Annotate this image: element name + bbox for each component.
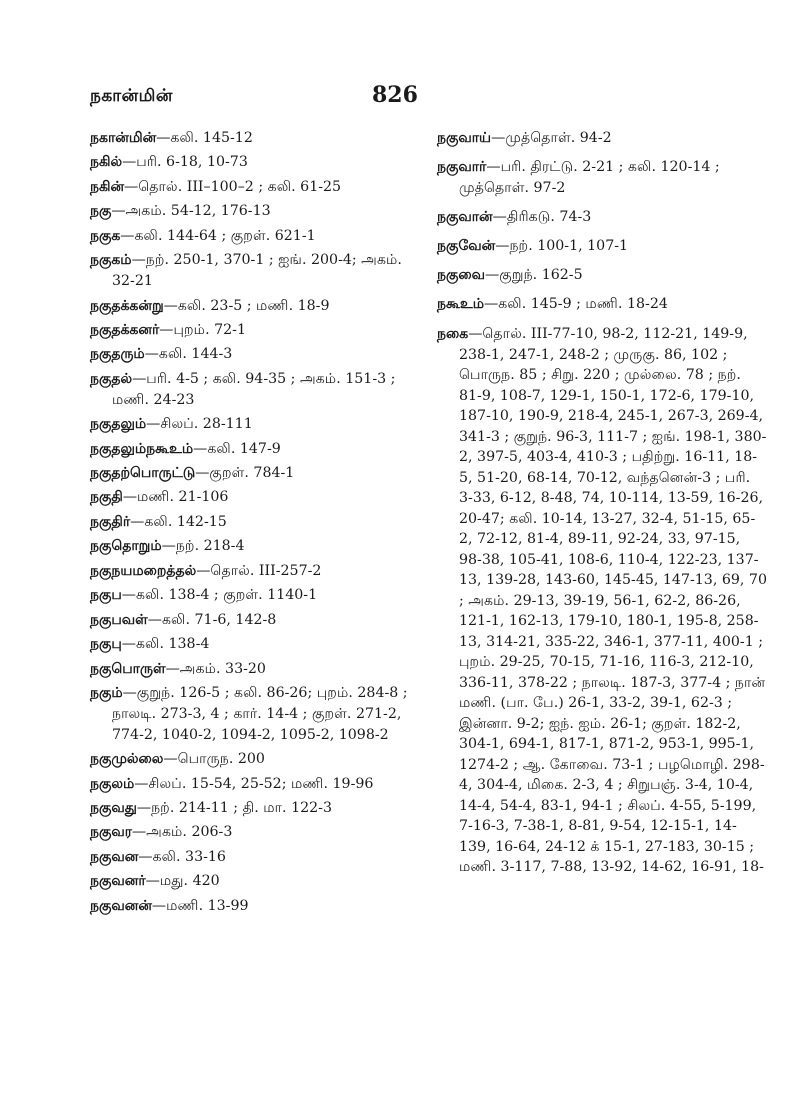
entry-references: —கலி. 23-5 ; மணி. 18-9 <box>163 297 330 314</box>
index-entry <box>90 344 420 365</box>
running-head: நகான்மின் <box>90 86 173 106</box>
entry-headword: நகுவது <box>90 800 137 816</box>
entry-references: —கலி. 71-6, 142-8 <box>147 611 277 628</box>
entry-references: —கலி. 138-4 <box>121 636 210 653</box>
index-entry <box>90 798 420 819</box>
entry-references: —முத்தொள். 94-2 <box>491 130 612 146</box>
entry-headword: நகுவை <box>437 266 485 283</box>
entry-headword: நகுதரும் <box>90 346 145 363</box>
index-entry <box>90 439 420 460</box>
index-entry <box>90 177 420 198</box>
entry-headword: நகுதலும்நகூஉம் <box>90 440 194 457</box>
entry-headword: நகுவனர் <box>90 873 146 890</box>
entry-references: —குறுந். 162-5 <box>485 266 583 283</box>
entry-references: —பரி. திரட்டு. 2-21 ; கலி. 120-14 ; முத்தொள். 97-2 <box>459 158 720 196</box>
entry-references: —அகம். 33-20 <box>165 660 266 677</box>
index-entry <box>90 610 420 631</box>
index-entry <box>90 896 420 917</box>
entry-headword: நகுவாய் <box>437 130 492 146</box>
entry-headword: நகுபு <box>90 636 122 653</box>
entry-headword: நகுலம் <box>90 775 135 792</box>
entry-references: —மது. 420 <box>145 873 220 890</box>
entry-headword: நகுதக்கன்று <box>90 297 164 314</box>
entry-references: —அகம். 206-3 <box>131 824 233 841</box>
entry-headword: நகுகம் <box>90 252 132 269</box>
entry-references: —நற். 214-11 ; தி. மா. 122-3 <box>136 800 332 816</box>
entry-references: —நற். 100-1, 107-1 <box>495 237 629 254</box>
entry-headword: நகுப <box>90 587 122 604</box>
entry-references: —கலி. 145-9 ; மணி. 18-24 <box>484 295 668 312</box>
entry-headword: நகுவேன் <box>437 237 496 254</box>
entry-headword: நகுவார் <box>437 158 487 175</box>
index-entry <box>90 659 420 680</box>
index-entry <box>90 512 420 533</box>
index-entry <box>90 847 420 868</box>
index-entry <box>90 822 420 843</box>
entry-headword: நகுவன <box>90 848 139 865</box>
entry-references: —நற். 218-4 <box>161 538 245 555</box>
entry-headword: நகுக <box>90 227 121 244</box>
index-entry <box>90 414 420 435</box>
entry-references: —புறம். 72-1 <box>159 321 246 338</box>
entry-headword: நகும் <box>90 685 123 702</box>
index-entry <box>90 369 420 410</box>
entry-references: —மணி. 13-99 <box>151 897 249 914</box>
index-entry <box>90 683 420 745</box>
index-entry <box>90 561 420 582</box>
entry-references: —தொல். III–100–2 ; கலி. 61-25 <box>124 178 342 195</box>
index-entry <box>437 236 767 257</box>
entry-headword: நகூஉம் <box>437 295 484 312</box>
entry-headword: நகுவர <box>90 824 132 841</box>
entry-references: —தொல். III-77-10, 98-2, 112-21, 149-9, 238-1, 247-1, 248-2 ; முருகு. 86, 102 ; பொருந. 85 ; சிறு. 220 ; முல்லை. 78 ; நற். 81-9, 108-7, 129-1, 150-1, 172-6, 179-10, 187-10, 190-9, 218-4, 245-1, 267-3, 269-4, 341-3 ; குறுந். 96-3, 111-7 ; ஐங். 198-1, 380-2, 397-5, 403-4, 410-3 ; பதிற்று. 16-11, 18-5, 51-20, 68-14, 70-12, வந்தனென்-3 ; பரி. 3-33, 6-12, 8-48, 74, 10-114, 13-59, 16-26, 20-47; கலி. 10-14, 13-27, 32-4, 51-15, 65-2, 72-12, 81-4, 89-11, 92-24, 33, 97-15, 98-38, 105-41, 108-6, 110-4, 122-23, 137-13, 139-28, 143-60, 145-45, 147-13, 69, 70 ; அகம். 29-13, 39-19, 56-1, 62-2, 86-26, 121-1, 162-13, 179-10, 180-1, 195-8, 258-13, 314-21, 335-22, 346-1, 377-11, 400-1 ; புறம். 29-25, 70-15, 71-16, 116-3, 212-10, 336-11, 378-22 ; நாலடி. 187-3, 377-4 ; நான் மணி. (பா. பே.) 26-1, 33-2, 39-1, 62-3 ; இன்னா. 9-2; ஐந். ஐம். 26-1; குறள். 182-2, 304-1, 694-1, 817-1, 871-2, 953-1, 995-1, 1274-2 ; ஆ. கோவை. 73-1 ; பழமொழி. 298-4, 304-4, மிகை. 2-3, 4 ; சிறுபஞ். 3-4, 10-4, 14-4, 54-4, 83-1, 94-1 ; சிலப். 4-55, 5-199, 7-16-3, 7-38-1, 8-81, 9-54, 12-15-1, 14-139, 16-64, 24-12 க் 15-1, 27-183, 30-15 ; மணி. 3-117, 7-88, 13-92, 14-62, 16-91, 18- <box>459 326 767 876</box>
index-entry <box>90 634 420 655</box>
entry-headword: நகுபவள் <box>90 611 148 628</box>
left-column <box>90 128 420 920</box>
page-number: 826 <box>372 82 418 108</box>
entry-headword: நகுதற்பொருட்டு <box>90 465 196 481</box>
entry-references: —குறுந். 126-5 ; கலி. 86-26; புறம். 284-8 ; நாலடி. 273-3, 4 ; கார். 14-4 ; குறள். 271-2, 774-2, 1040-2, 1094-2, 1095-2, 1098-2 <box>112 685 408 743</box>
index-entry <box>90 320 420 341</box>
entry-references: —கலி. 144-64 ; குறள். 621-1 <box>120 227 316 244</box>
index-entry <box>90 128 420 149</box>
entry-references: —பொருந. 200 <box>163 751 265 768</box>
index-entry <box>90 226 420 247</box>
index-entry <box>437 265 767 286</box>
index-entry <box>90 296 420 317</box>
entry-headword: நகுபொருள் <box>90 660 166 677</box>
entry-references: —சிலப். 28-111 <box>146 416 253 433</box>
entry-headword: நகுதலும் <box>90 416 147 433</box>
index-entry <box>90 774 420 795</box>
index-entry <box>437 207 767 228</box>
entry-references: —கலி. 144-3 <box>144 346 233 363</box>
entry-references: —பரி. 6-18, 10-73 <box>122 154 248 171</box>
entry-references: —திரிகடு. 74-3 <box>492 208 592 225</box>
entry-headword: நகான்மின் <box>90 130 157 146</box>
entry-references: —கலி. 33-16 <box>138 848 226 865</box>
index-entry <box>437 294 767 315</box>
entry-references: —கலி. 145-12 <box>156 130 253 146</box>
index-entry <box>90 152 420 173</box>
index-entry <box>90 536 420 557</box>
index-entry <box>90 749 420 770</box>
entry-headword: நகை <box>437 326 469 343</box>
index-entry <box>90 487 420 508</box>
entry-headword: நகுவான் <box>437 208 493 225</box>
entry-references: —கலி. 147-9 <box>193 440 281 457</box>
entry-references: —கலி. 142-15 <box>130 513 227 530</box>
index-entry <box>437 324 767 878</box>
index-entry <box>437 157 767 198</box>
right-column <box>437 128 767 878</box>
entry-references: —தொல். III-257-2 <box>196 562 322 579</box>
entry-references: —அகம். 54-12, 176-13 <box>111 203 271 220</box>
entry-headword: நகுதி <box>90 489 123 506</box>
index-entry <box>90 585 420 606</box>
entry-references: —மணி. 21-106 <box>122 489 229 506</box>
index-entry <box>90 201 420 222</box>
entry-headword: நகில் <box>90 154 123 171</box>
entry-headword: நகுதிர் <box>90 513 131 530</box>
index-entry <box>90 250 420 291</box>
entry-headword: நகுவனன் <box>90 897 152 914</box>
entry-headword: நகுதல் <box>90 370 133 387</box>
entry-headword: நகு <box>90 203 112 220</box>
entry-headword: நகுமுல்லை <box>90 751 164 768</box>
entry-references: —குறள். 784-1 <box>195 465 295 481</box>
entry-references: —கலி. 138-4 ; குறள். 1140-1 <box>121 587 318 604</box>
entry-headword: நகுதக்கனர் <box>90 321 160 338</box>
entry-headword: நகின் <box>90 178 125 195</box>
entry-references: —பரி. 4-5 ; கலி. 94-35 ; அகம். 151-3 ; மணி. 24-23 <box>112 370 396 408</box>
index-entry <box>90 463 420 484</box>
entry-references: —சிலப். 15-54, 25-52; மணி. 19-96 <box>134 775 374 792</box>
index-entry <box>437 128 767 149</box>
index-entry <box>90 871 420 892</box>
entry-headword: நகுநயமறைத்தல் <box>90 562 197 579</box>
entry-headword: நகுதொறும் <box>90 538 162 555</box>
entry-references: —நற். 250-1, 370-1 ; ஐங். 200-4; அகம். 32-21 <box>112 252 402 290</box>
